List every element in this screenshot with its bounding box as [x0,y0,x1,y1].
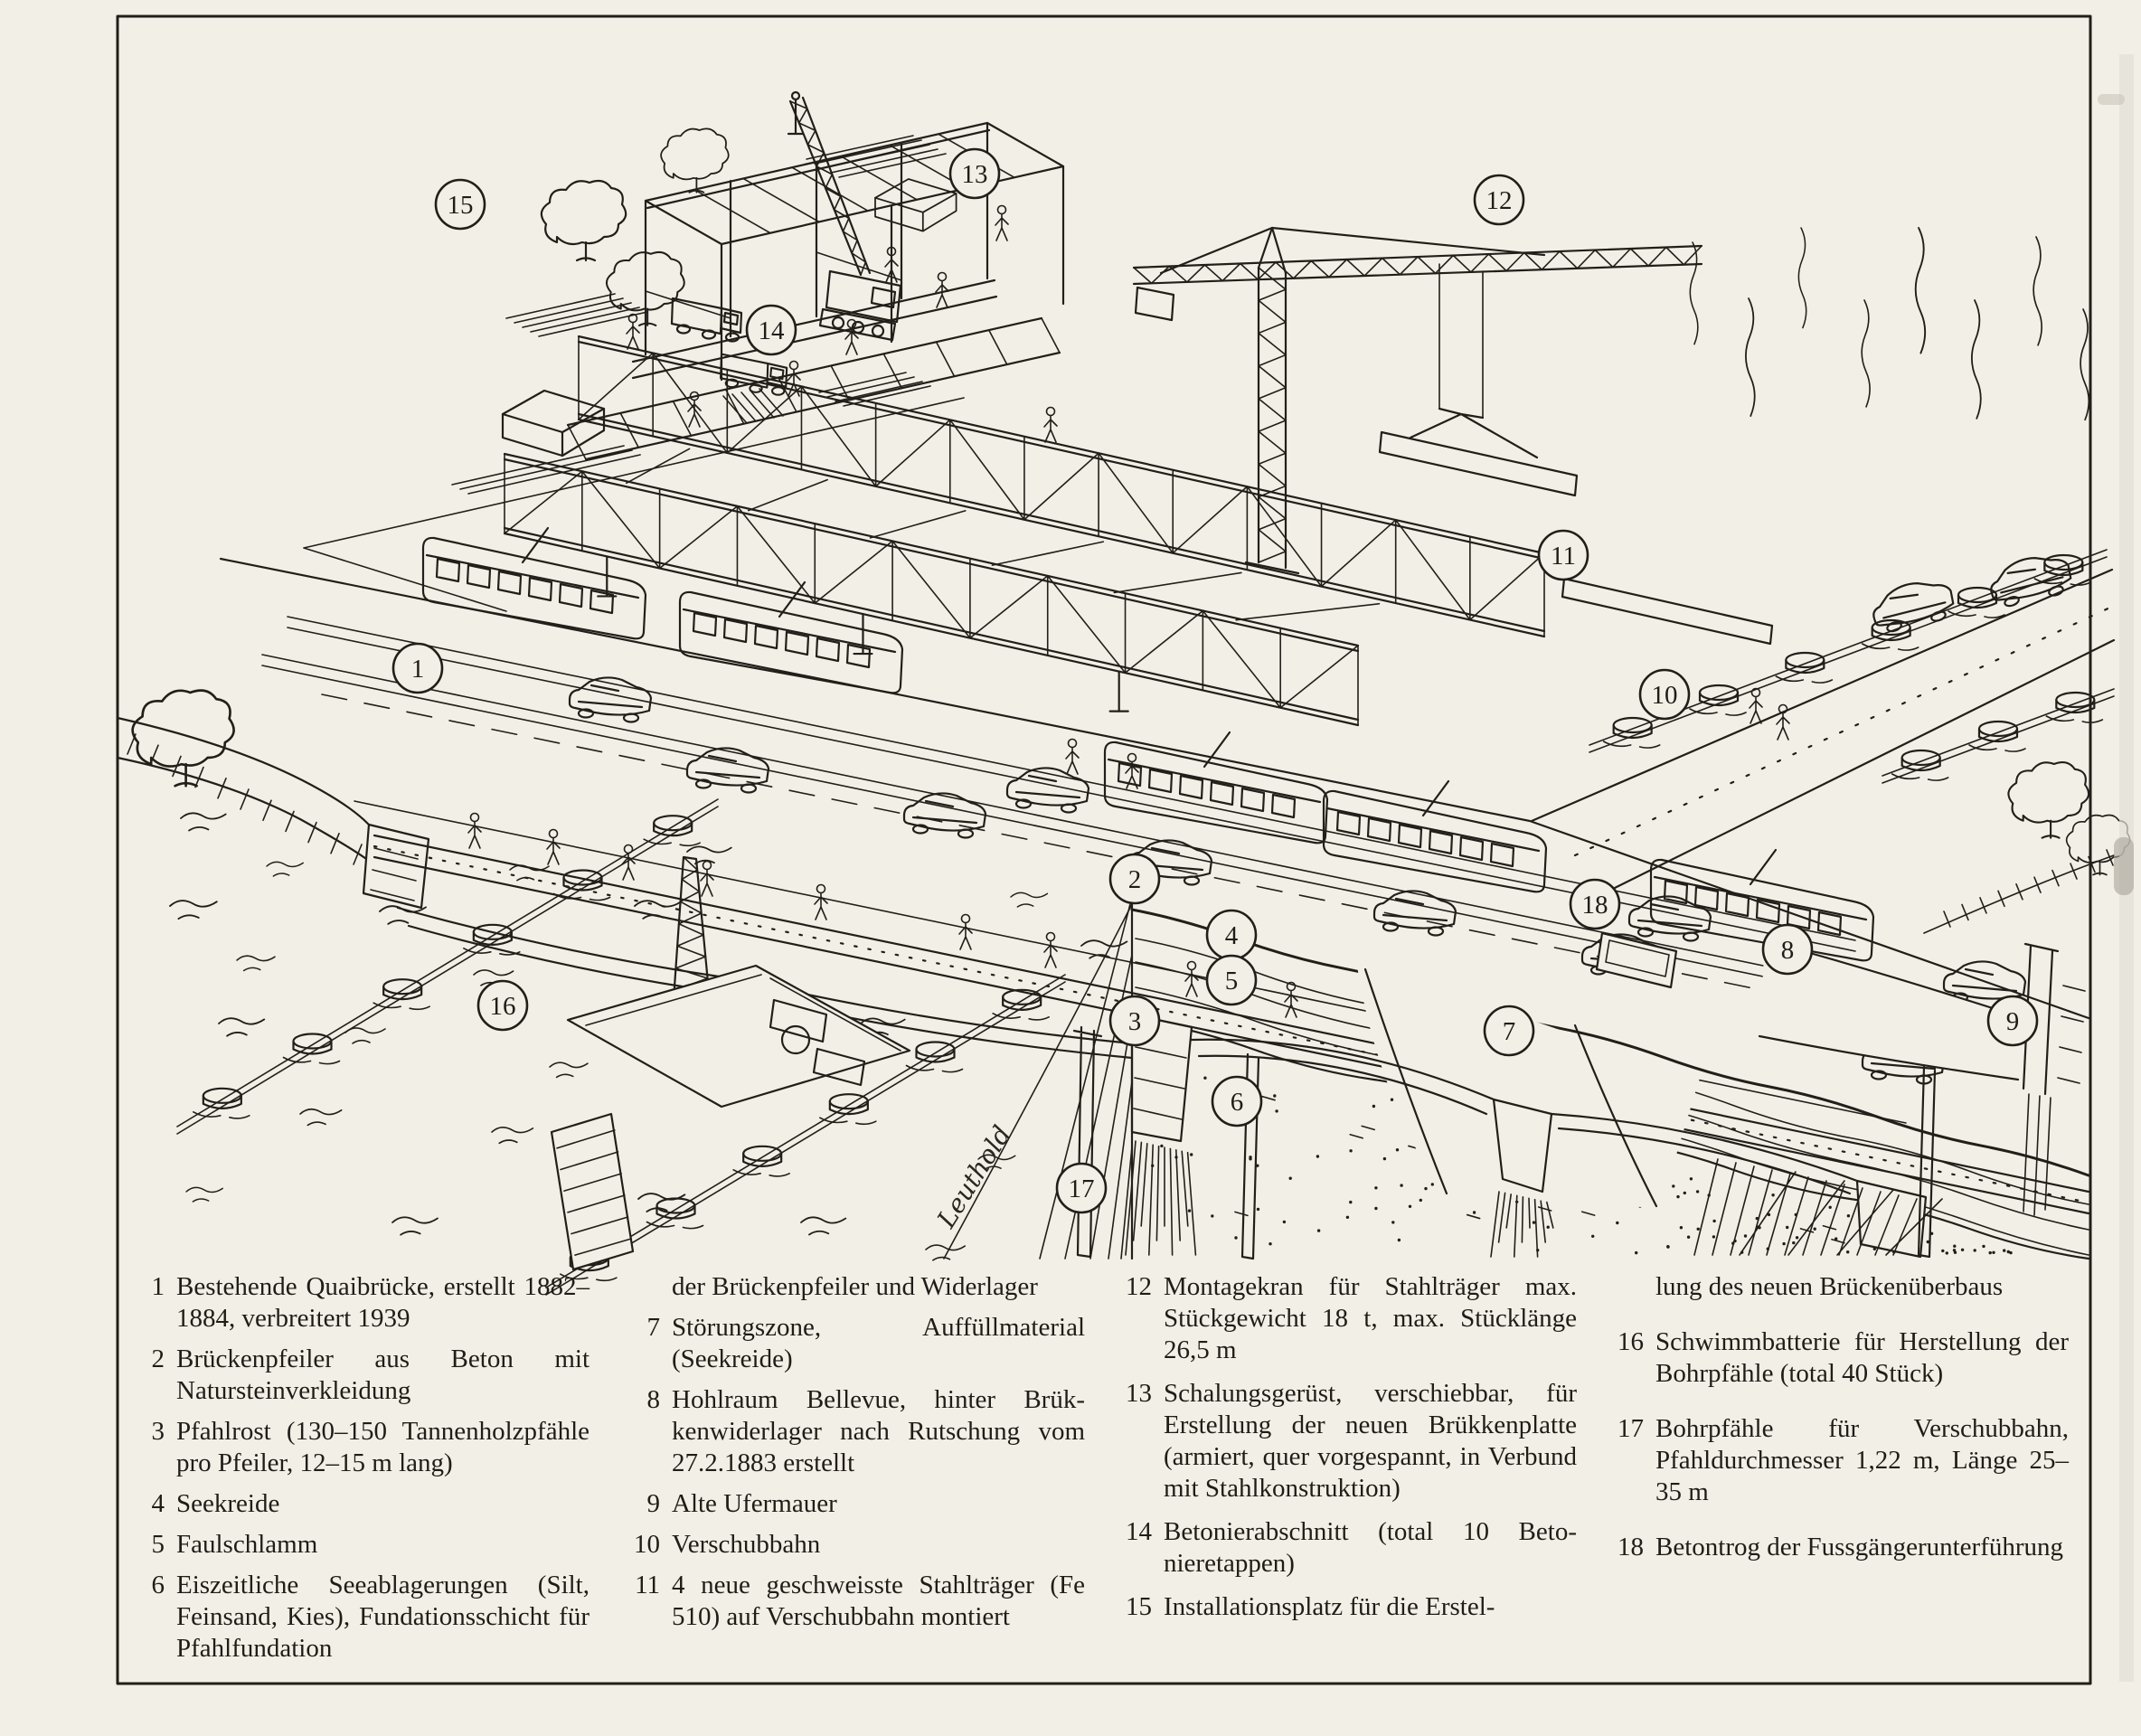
legend-item-number: 10 [634,1530,660,1559]
callout-11 [1539,531,1588,580]
legend-item-number: 6 [151,1571,165,1599]
pedestrian [1285,983,1297,1018]
callout-5 [1207,956,1256,1005]
pile-cap [193,1089,250,1118]
callout-number: 10 [1651,681,1678,710]
tram [1105,732,1327,843]
pile-cap [644,816,700,845]
water-current [2033,237,2042,345]
water-current [1798,228,1806,328]
callout-14 [747,306,796,354]
legend-item-text: Betonierabschnitt (total 10 Betonieretappen) [1164,1517,1577,1578]
callout-10 [1640,670,1689,719]
legend-item-number: 18 [1618,1533,1644,1561]
legend-item-text: 4 neue geschweisste Stahlträger (Fe 510) auf Verschubbahn montiert [672,1571,1085,1631]
callout-number: 5 [1224,967,1239,995]
callout-number: 17 [1068,1175,1095,1203]
scan-smudge [2114,837,2134,895]
callout-number: 6 [1230,1088,1244,1117]
callout-number: 11 [1551,542,1576,571]
legend-item-number: 9 [646,1489,660,1518]
legend-item-number: 15 [1126,1592,1152,1621]
callout-6 [1212,1077,1261,1126]
legend-item-text: Installationsplatz für die Erstel- [1164,1592,1495,1621]
callout-13 [950,149,999,198]
pile-cap [373,979,429,1009]
legend-item-number: 14 [1126,1517,1152,1546]
site-shed [875,179,957,231]
pedestrian [1066,740,1079,775]
callout-number: 1 [410,655,425,684]
pedestrian [622,845,635,881]
car [904,793,986,837]
legend-item-number: 7 [646,1313,660,1342]
legend-item-number: 12 [1126,1272,1152,1301]
callout-number: 7 [1502,1017,1516,1046]
legend-item-number: 16 [1618,1327,1644,1356]
water-ripple [926,1245,965,1260]
floating-platform [552,857,910,1269]
water-ripple [492,1127,533,1144]
legend-item-number: 17 [1618,1414,1644,1443]
callout-number: 16 [489,992,516,1021]
callout-number: 3 [1127,1007,1142,1036]
legend-item-text: Montagekran für Stahlträger max. Stückgewicht 18 t, max. Stücklänge 26,5 m [1164,1272,1577,1364]
water-current [1972,300,1981,419]
pile-cap [733,1146,789,1176]
water-ripple [267,862,303,876]
tower-crane [1134,228,1702,573]
pedestrian [1185,962,1198,997]
scan-mark [2098,94,2125,105]
pile-cap [647,1199,703,1229]
pedestrian [1044,933,1057,968]
water-ripple [550,1062,588,1077]
pedestrian [468,814,481,849]
callout-number: 12 [1485,186,1513,215]
water-ripple [300,1109,342,1126]
pedestrian [815,885,827,920]
tram [1324,781,1546,892]
legend-item-text: Hohlraum Bellevue, hinter Brükkenwiderlager nach Rutschung vom 27.2.1883 erstellt [672,1385,1085,1477]
water-ripple [219,1018,264,1035]
pedestrian [701,862,713,897]
callout-number: 18 [1581,891,1608,920]
callout-16 [478,981,527,1030]
water-current [2080,309,2089,420]
pedestrian [995,206,1008,241]
pile-cap [820,1094,876,1124]
legend-item-text: Schalungsgerüst, verschiebbar, für Erstellung der neuen Brükkenplatte (armiert, quer vorgespannt, in Verbund mit Stahlkonstruktion) [1164,1379,1577,1503]
legend-item-number: 1 [151,1272,165,1301]
callout-12 [1475,175,1523,224]
pile-cap [284,1034,340,1064]
legend-item-number: 11 [635,1571,660,1599]
callout-1 [393,644,442,693]
tree [542,181,626,260]
pedestrian [845,320,858,355]
legend-item-text: Brückenpfeiler aus Beton mit Natursteinverkleidung [176,1344,589,1405]
callout-7 [1485,1006,1533,1055]
tree [133,691,234,787]
steel-girders [505,336,1772,725]
tram [680,582,902,693]
tree [661,128,729,192]
water-current [1862,300,1870,407]
callout-number: 2 [1127,865,1142,894]
artist-signature: Leuthold [930,1120,1017,1233]
pedestrian [959,915,972,950]
soil-cross-section [944,879,2089,1259]
callout-4 [1207,910,1256,959]
pedestrian [547,830,560,865]
legend-item-text: Betontrog der Fussgängerunterführung [1655,1533,2064,1561]
callout-number: 8 [1780,936,1795,965]
callout-17 [1057,1164,1106,1212]
legend-item-text: lung des neuen Brückenüberbaus [1655,1272,2004,1301]
water-ripple [237,956,275,970]
water-current [1916,228,1925,354]
pedestrian [1777,705,1789,741]
lake-water [118,228,2089,1260]
pile-cap [464,925,520,955]
legend-item-text: Schwimmbatterie für Herstellung der Bohrpfähle (total 40 Stück) [1655,1327,2069,1388]
site-shed [503,391,604,456]
water-ripple [186,1187,222,1202]
legend-item-text: der Brückenpfeiler und Widerlager [672,1272,1038,1301]
callout-number: 13 [961,160,988,189]
legend-item-number: 5 [151,1530,165,1559]
legend-item-text: Eiszeitliche Seeablagerungen (Silt, Feinsand, Kies), Fundationsschicht für Pfahlfundation [176,1571,589,1663]
pile-cap [993,990,1049,1020]
callout-number: 14 [758,316,785,345]
pedestrian [627,315,639,350]
legend-item-text: Seekreide [176,1489,280,1518]
legend-item-number: 8 [646,1385,660,1414]
callout-3 [1110,996,1159,1045]
legend-item-number: 13 [1126,1379,1152,1408]
pedestrian [936,273,948,308]
legend-item-text: Alte Ufermauer [672,1489,837,1518]
legend-item-number: 3 [151,1417,165,1446]
pedestrian [1750,689,1762,724]
water-ripple [170,901,217,919]
callout-2 [1110,854,1159,903]
water-current [1746,298,1755,416]
legend-item-text: Störungszone, Auffüllmaterial (Seekreide) [672,1313,1085,1373]
legend-item-text: Faulschlamm [176,1530,318,1559]
car [687,748,769,792]
legend-item-text: Verschubbahn [672,1530,821,1559]
legend-item-text: Pfahlrost (130–150 Tannenholzpfähle pro Pfeiler, 12–15 m lang) [176,1417,589,1477]
callout-15 [436,180,485,229]
callout-8 [1763,925,1812,974]
legend-item-number: 2 [151,1344,165,1373]
legend-item-text: Bestehende Quaibrücke, erstellt 1882–1884, verbreitert 1939 [176,1272,589,1333]
callout-9 [1988,996,2037,1045]
pile-cap [907,1043,963,1072]
water-ripple [801,1217,845,1234]
pedestrian [1044,408,1057,443]
water-ripple [1011,892,1047,907]
tree [2008,762,2089,838]
water-ripple [345,1028,385,1043]
callout-number: 15 [447,191,474,220]
callout-number: 9 [2005,1007,2020,1036]
legend-item-text: Bohrpfähle für Verschubbahn, Pfahldurchmesser 1,22 m, Länge 25–35 m [1655,1414,2069,1506]
callout-18 [1570,880,1619,929]
water-ripple [181,813,226,830]
callout-number: 4 [1224,921,1239,950]
water-ripple [392,1217,438,1234]
legend-item-number: 4 [151,1489,165,1518]
